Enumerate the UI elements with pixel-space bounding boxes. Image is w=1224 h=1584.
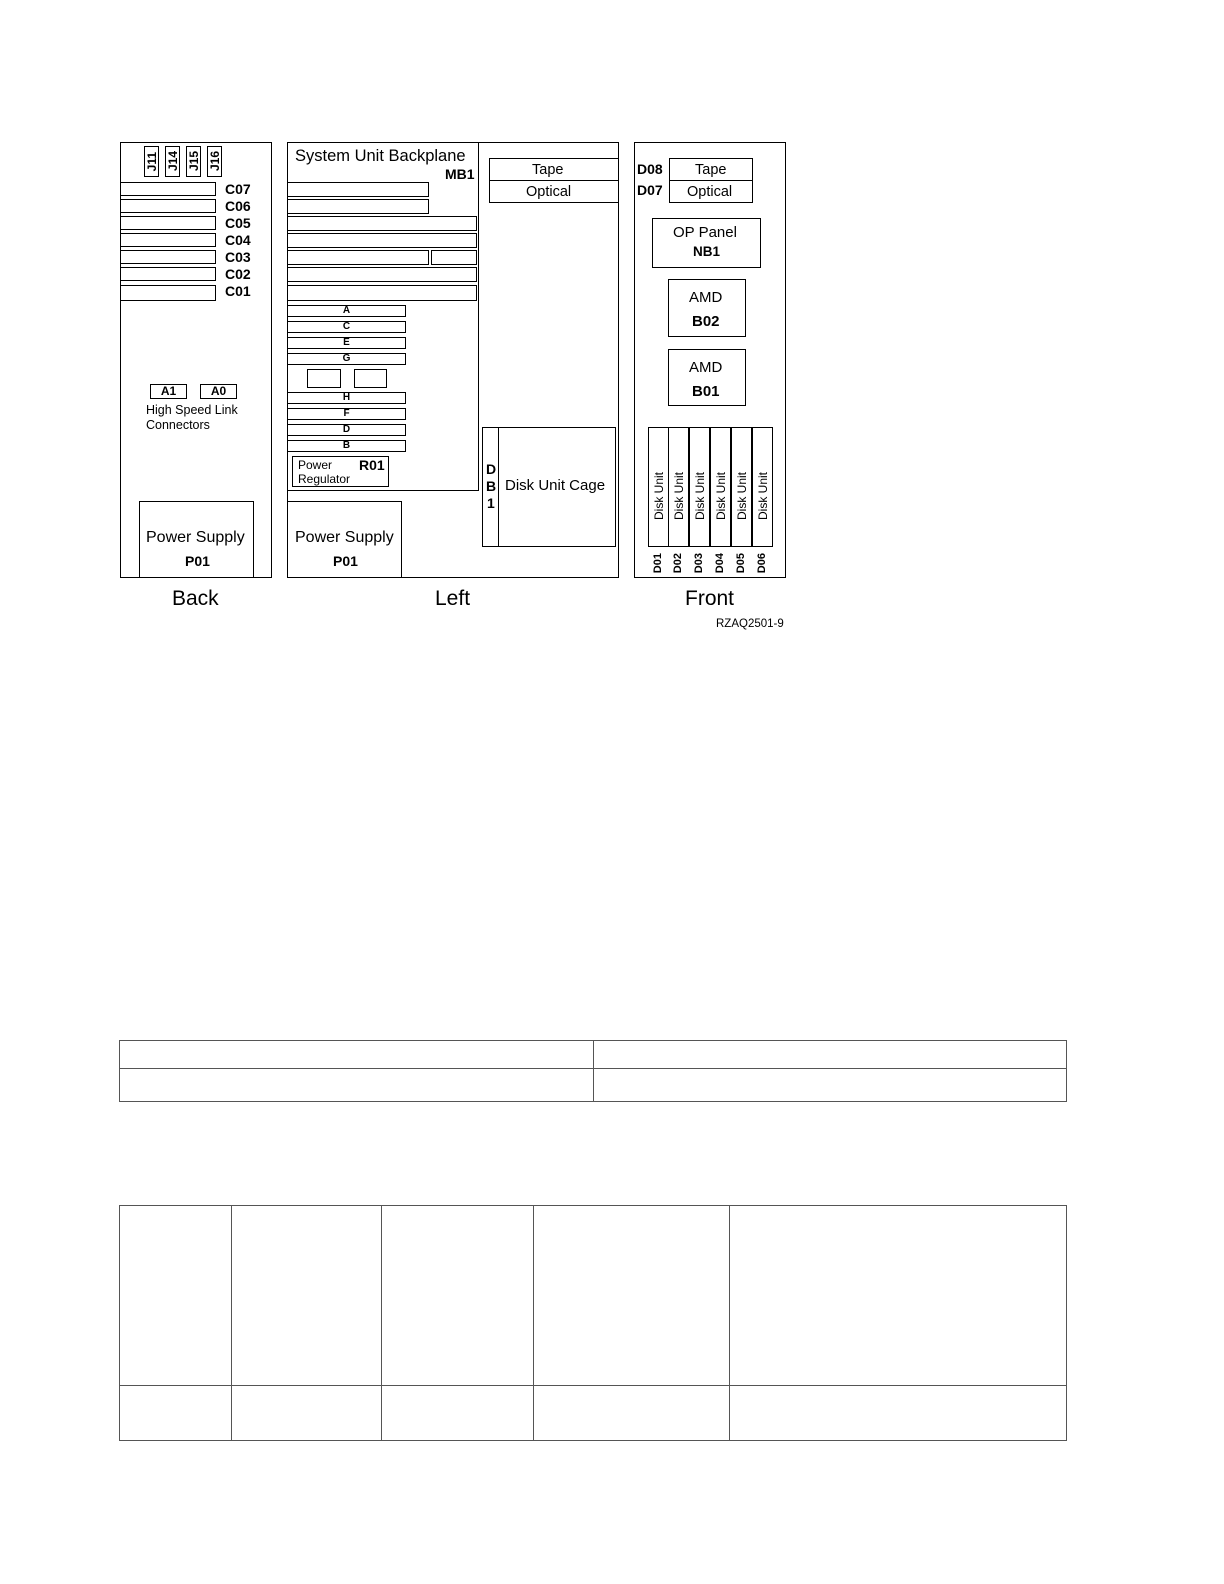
jack-j15: J15 (186, 146, 201, 177)
left-optical-bay: Optical (489, 180, 619, 203)
back-slot-c07 (120, 182, 216, 196)
left-power-supply-label: Power Supply (295, 529, 394, 546)
slot-label-c05: C05 (225, 215, 251, 231)
disk-unit-d04: Disk Unit (710, 427, 731, 547)
disk-unit-cage (498, 427, 616, 547)
disk-unit-d06: Disk Unit (752, 427, 773, 547)
back-power-supply (139, 501, 254, 578)
link-connector-a1: A1 (150, 384, 187, 399)
table1-cell (120, 1069, 594, 1102)
disk-id-d01: D01 (652, 553, 664, 574)
disk-cage-label: Disk Unit Cage (505, 477, 606, 494)
table2-cell (120, 1206, 232, 1386)
backplane-slot-1 (287, 182, 429, 197)
memory-slot-e: E (287, 337, 406, 349)
backplane-slot-2 (287, 199, 429, 214)
disk-unit-d02: Disk Unit (668, 427, 689, 547)
back-slot-c06 (120, 199, 216, 213)
jack-j11: J11 (144, 146, 159, 177)
disk-unit-d01: Disk Unit (648, 427, 669, 547)
slot-label-c07: C07 (225, 181, 251, 197)
back-power-id: P01 (185, 553, 210, 569)
backplane-slot-4 (287, 233, 477, 248)
back-slot-c03 (120, 250, 216, 264)
slot-label-c03: C03 (225, 249, 251, 265)
slot-label-c06: C06 (225, 198, 251, 214)
back-caption: Back (172, 587, 219, 610)
disk-id-d02: D02 (672, 553, 684, 574)
disk-id-d03: D03 (693, 553, 705, 574)
left-tape-bay: Tape (489, 158, 619, 181)
disk-unit-d05: Disk Unit (731, 427, 752, 547)
backplane-slot-3 (287, 216, 477, 231)
processor-socket-1 (307, 369, 341, 388)
left-power-supply (287, 501, 402, 578)
table2-cell (232, 1386, 382, 1441)
backplane-slot-7 (287, 285, 477, 301)
disk-id-d04: D04 (714, 553, 726, 574)
power-regulator (292, 456, 389, 487)
backplane-slot-5b (431, 250, 477, 265)
jack-j16: J16 (207, 146, 222, 177)
slot-label-c02: C02 (225, 266, 251, 282)
backplane-id: MB1 (445, 166, 475, 182)
back-slot-c01 (120, 285, 216, 301)
back-power-supply-label: Power Supply (146, 529, 245, 546)
table2-cell (232, 1206, 382, 1386)
figure-code: RZAQ2501-9 (716, 618, 784, 630)
link-label-line2: Connectors (146, 418, 210, 432)
link-connector-a0: A0 (200, 384, 237, 399)
table1-cell (594, 1069, 1067, 1102)
backplane-slot-6 (287, 267, 477, 282)
jack-j14: J14 (165, 146, 180, 177)
memory-slot-c: C (287, 321, 406, 333)
table2-cell (730, 1206, 1067, 1386)
slot-label-c04: C04 (225, 232, 251, 248)
table2-cell (534, 1386, 730, 1441)
backplane-slot-5a (287, 250, 429, 265)
regulator-label-line2: Regulator (298, 472, 351, 486)
back-slot-c05 (120, 216, 216, 230)
table2-cell (382, 1386, 534, 1441)
front-tape-bay: Tape (669, 158, 753, 181)
slot-label-c01: C01 (225, 283, 251, 299)
backplane-title: System Unit Backplane (295, 147, 466, 165)
op-panel-label: OP Panel (673, 224, 737, 241)
memory-slot-g: G (287, 353, 406, 365)
front-optical-bay: Optical (669, 180, 753, 203)
back-slot-c02 (120, 267, 216, 281)
table2-cell (382, 1206, 534, 1386)
memory-slot-h: H (287, 392, 406, 404)
table1-cell (120, 1041, 594, 1069)
front-tape-id: D08 (637, 161, 663, 177)
table1-cell (594, 1041, 1067, 1069)
disk-id-d06: D06 (756, 553, 768, 574)
table2-cell (120, 1386, 232, 1441)
db1-digit-1: 1 (487, 495, 495, 511)
table2-cell (534, 1206, 730, 1386)
table2-cell (730, 1386, 1067, 1441)
regulator-label-line1: Power (298, 458, 333, 472)
amd-b01: AMD B01 (668, 349, 746, 406)
db1-letter-d: D (486, 461, 497, 477)
processor-socket-2 (354, 369, 387, 388)
back-slot-c04 (120, 233, 216, 247)
disk-unit-d03: Disk Unit (689, 427, 710, 547)
front-optical-id: D07 (637, 182, 663, 198)
memory-slot-d: D (287, 424, 406, 436)
empty-table-1 (119, 1040, 1067, 1102)
disk-id-d05: D05 (735, 553, 747, 574)
op-panel (652, 218, 761, 268)
regulator-id: R01 (359, 457, 385, 473)
link-label-line1: High Speed Link (146, 403, 238, 417)
memory-slot-a: A (287, 305, 406, 317)
memory-slot-b: B (287, 440, 406, 452)
front-caption: Front (685, 587, 735, 610)
left-caption: Left (435, 587, 471, 610)
left-power-id: P01 (333, 553, 358, 569)
op-panel-id: NB1 (693, 244, 721, 259)
memory-slot-f: F (287, 408, 406, 420)
db1-letter-b: B (486, 478, 497, 494)
amd-b02: AMD B02 (668, 279, 746, 337)
empty-table-2 (119, 1205, 1067, 1441)
